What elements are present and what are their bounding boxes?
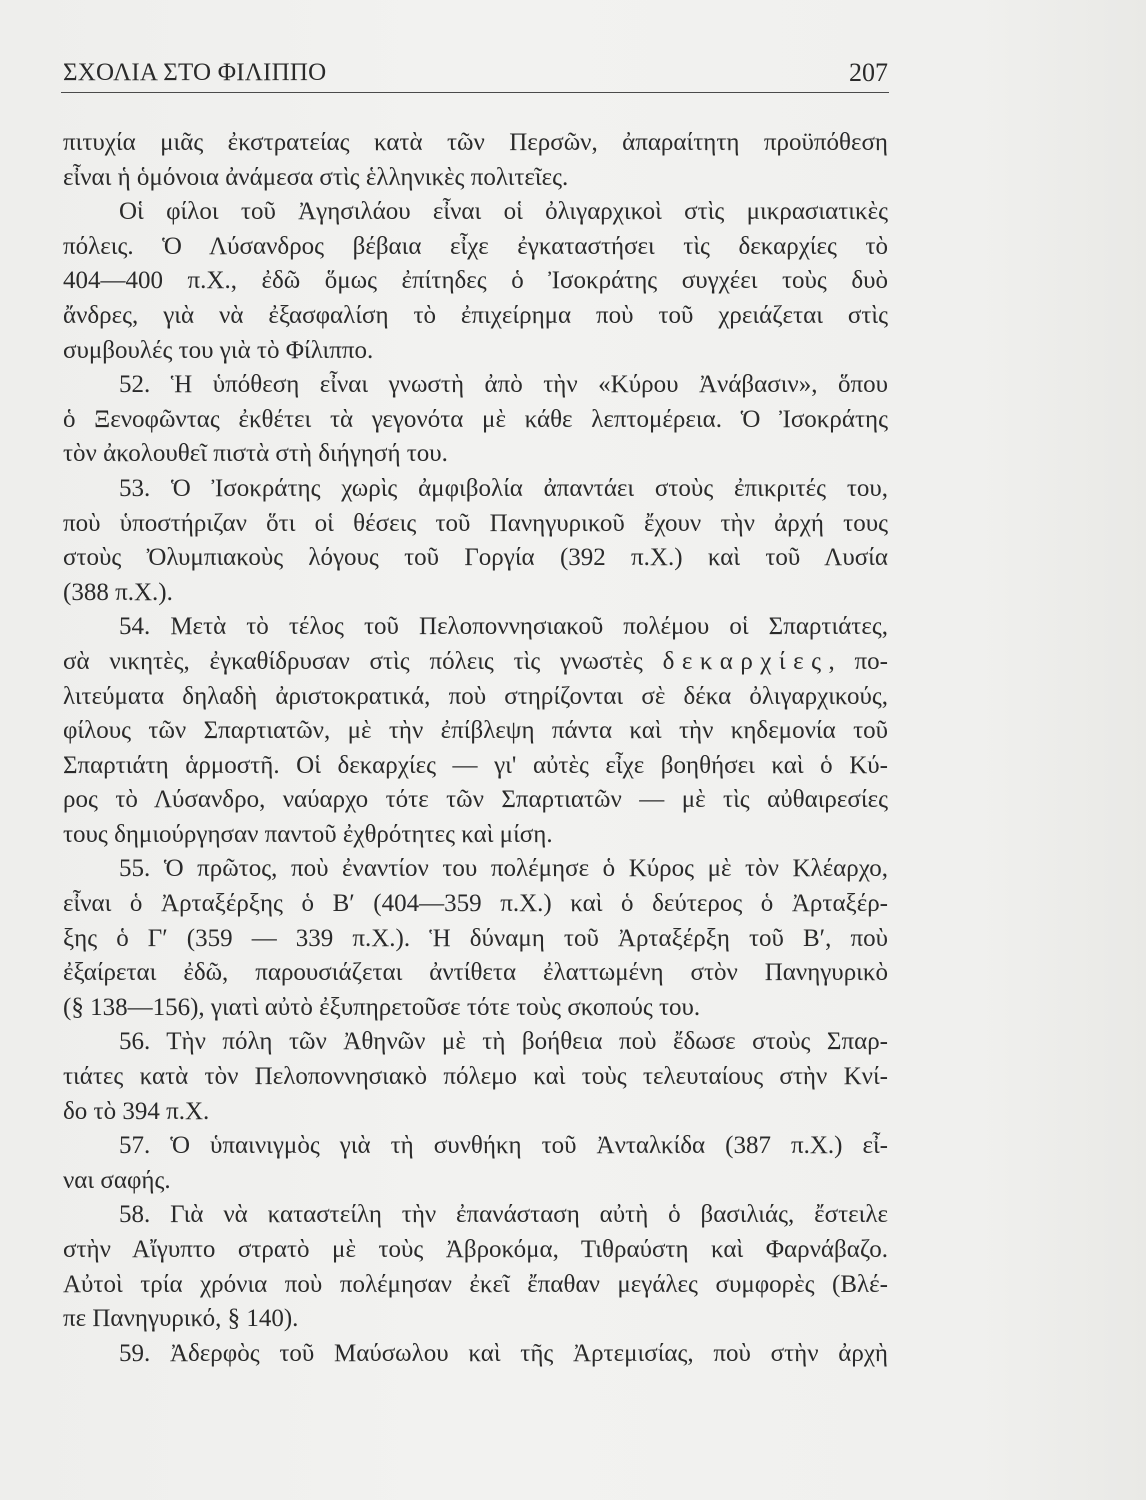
page-header [63,56,888,88]
text-line: (§ 138—156), γιατὶ αὐτὸ ἐξυπηρετοῦσε τότε τοὺς σκοπούς του. [63,993,701,1021]
text-line: λιτεύματα δηλαδὴ ἀριστοκρατικά, ποὺ στηρίζονται σὲ δέκα ὀλιγαρχικούς, [63,682,888,710]
text-line: 52. Ἡ ὑπόθεση εἶναι γνωστὴ ἀπὸ τὴν «Κύρου Ἀνάβασιν», ὅπου [119,371,888,399]
text-line: πόλεις. Ὁ Λύσανδρος βέβαια εἶχε ἐγκαταστήσει τὶς δεκαρχίες τὸ [63,232,888,260]
text-line: φίλους τῶν Σπαρτιατῶν, μὲ τὴν ἐπίβλεψη πάντα καὶ τὴν κηδεμονία τοῦ [63,717,888,745]
note-54 [63,610,888,852]
text-line: ναι σαφής. [63,1166,171,1194]
note-55 [63,852,888,1025]
text-line: εἶναι ὁ Ἀρταξέρξης ὁ Β′ (404—359 π.Χ.) καὶ ὁ δεύτερος ὁ Ἀρταξέρ- [63,890,888,918]
page-number: 207 [849,58,888,87]
text-line: ἐξαίρεται ἐδῶ, παρουσιάζεται ἀντίθετα ἐλαττωμένη στὸν Πανηγυρικὸ [63,959,888,987]
text-line: Οἱ φίλοι τοῦ Ἀγησιλάου εἶναι οἱ ὀλιγαρχικοὶ στὶς μικρασιατικὲς [119,198,888,226]
text-line: πε Πανηγυρικό, § 140). [63,1305,299,1333]
text-line: 58. Γιὰ νὰ καταστείλη τὴν ἐπανάσταση αὐτὴ ὁ βασιλιάς, ἔστειλε [119,1201,888,1229]
spaced-emphasis: δεκαρχίες [662,647,829,675]
body-text [63,126,888,1371]
text-line: στὴν Αἴγυπτο στρατὸ μὲ τοὺς Ἀβροκόμα, Τιθραύστη καὶ Φαρνάβαζο. [63,1236,888,1263]
text-line: πιτυχία μιᾶς ἐκστρατείας κατὰ τῶν Περσῶν, ἀπαραίτητη προϋπόθεση [63,129,888,156]
note-56 [63,1025,888,1129]
text-line: 53. Ὁ Ἰσοκράτης χωρὶς ἀμφιβολία ἀπαντάει στοὺς ἐπικριτές του, [119,474,888,502]
text-line: (388 π.Χ.). [63,578,173,606]
text-line: τιάτες κατὰ τὸν Πελοποννησιακὸ πόλεμο καὶ τοὺς τελευταίους στὴν Κνί- [63,1063,888,1091]
text-line: τὸν ἀκολουθεῖ πιστὰ στὴ διήγησή του. [63,440,448,468]
text-segment: σὰ νικητὲς, ἐγκαθίδρυσαν στὶς πόλεις τὶς γνωστὲς [63,647,663,675]
note-59 [63,1337,888,1372]
text-line: 54. Μετὰ τὸ τέλος τοῦ Πελοποννησιακοῦ πολέμου οἱ Σπαρτιάτες, [119,613,888,641]
text-line [63,645,888,680]
text-line: συμβουλές του γιὰ τὸ Φίλιππο. [63,336,374,364]
note-53 [63,472,888,610]
text-line: 404—400 π.Χ., ἐδῶ ὅμως ἐπίτηδες ὁ Ἰσοκράτης συγχέει τοὺς δυὸ [63,267,888,295]
text-line: Σπαρτιάτη ἁρμοστῆ. Οἱ δεκαρχίες — γι' αὐτὲς εἶχε βοηθήσει καὶ ὁ Κύ- [63,751,888,779]
note-58 [63,1198,888,1336]
text-line: δο τὸ 394 π.Χ. [63,1097,210,1125]
text-line: ἄνδρες, γιὰ νὰ ἐξασφαλίση τὸ ἐπιχείρημα ποὺ τοῦ χρειάζεται στὶς [63,301,888,329]
text-line: ξης ὁ Γ′ (359 — 339 π.Χ.). Ἡ δύναμη τοῦ Ἀρταξέρξη τοῦ Β′, ποὺ [63,924,888,952]
text-line: ὁ Ξενοφῶντας ἐκθέτει τὰ γεγονότα μὲ κάθε λεπτομέρεια. Ὁ Ἰσοκράτης [63,405,888,433]
text-line: στοὺς Ὀλυμπιακοὺς λόγους τοῦ Γοργία (392 π.Χ.) καὶ τοῦ Λυσία [63,544,888,572]
text-line: 56. Τὴν πόλη τῶν Ἀθηνῶν μὲ τὴ βοήθεια ποὺ ἔδωσε στοὺς Σπαρ- [119,1028,888,1056]
paragraph-agesilaus-friends [63,195,888,368]
text-line: εἶναι ἡ ὁμόνοια ἀνάμεσα στὶς ἑλληνικὲς πολιτεῖες. [63,163,569,191]
running-title: ΣΧΟΛΙΑ ΣΤΟ ΦΙΛΙΠΠΟ [63,59,327,86]
text-segment: , πο- [828,647,888,675]
note-52 [63,368,888,472]
text-line: 55. Ὁ πρῶτος, ποὺ ἐναντίον του πολέμησε ὁ Κύρος μὲ τὸν Κλέαρχο, [119,855,888,883]
text-line: 59. Ἀδερφὸς τοῦ Μαύσωλου καὶ τῆς Ἀρτεμισίας, ποὺ στὴν ἀρχὴ [119,1339,888,1367]
text-line: Αὐτοὶ τρία χρόνια ποὺ πολέμησαν ἐκεῖ ἔπαθαν μεγάλες συμφορὲς (Βλέ- [63,1270,888,1298]
continued-paragraph [63,126,888,195]
text-line: 57. Ὁ ὑπαινιγμὸς γιὰ τὴ συνθήκη τοῦ Ἀνταλκίδα (387 π.Χ.) εἶ- [119,1132,888,1160]
text-line: ποὺ ὑποστήριζαν ὅτι οἱ θέσεις τοῦ Πανηγυρικοῦ ἔχουν τὴν ἀρχή τους [63,509,888,537]
text-line: ρος τὸ Λύσανδρο, ναύαρχο τότε τῶν Σπαρτιατῶν — μὲ τὶς αὐθαιρεσίες [63,786,888,814]
header-rule [61,92,889,93]
text-line: τους δημιούργησαν παντοῦ ἐχθρότητες καὶ μίση. [63,820,553,848]
note-57 [63,1129,888,1198]
